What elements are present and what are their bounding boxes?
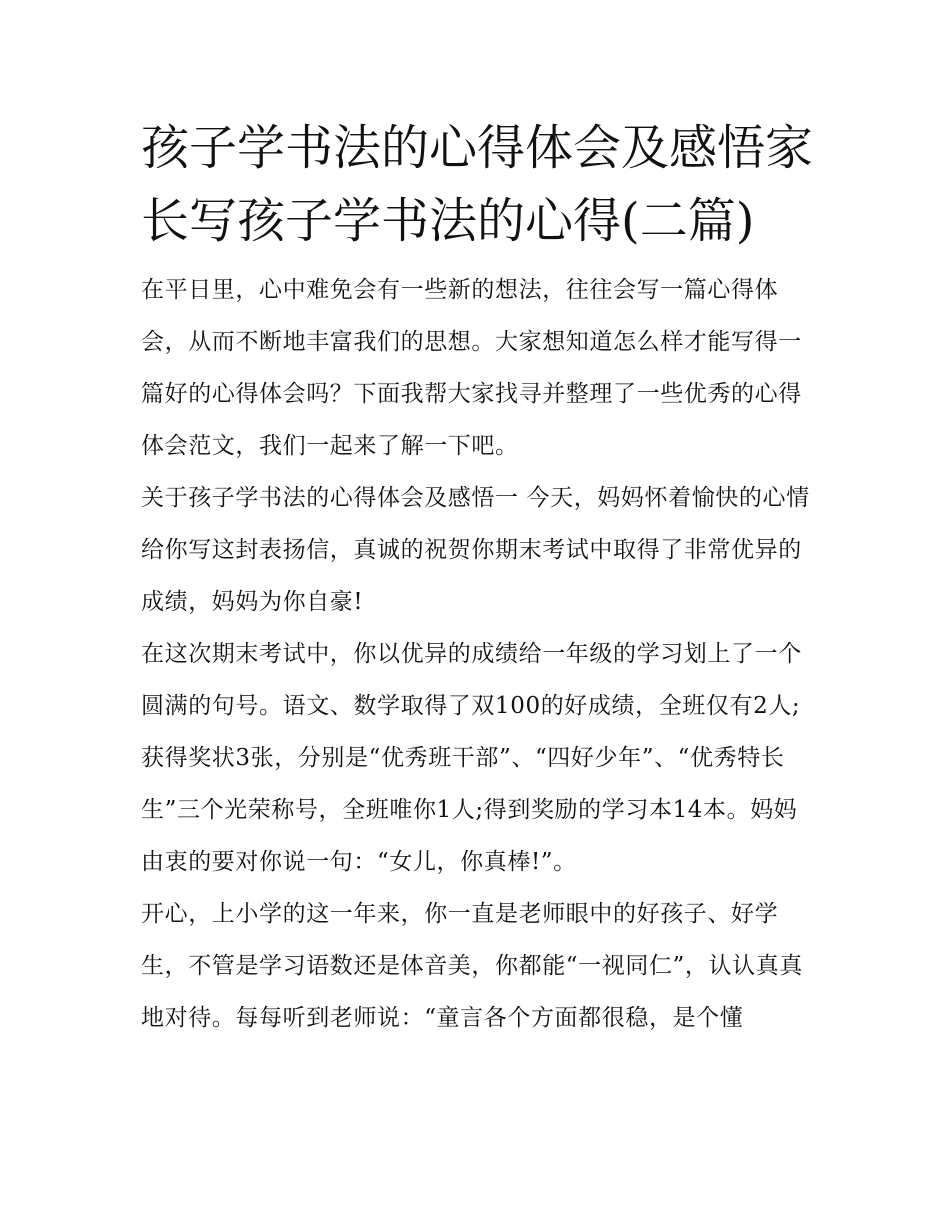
body-paragraph: 关于孩子学书法的心得体会及感悟一 今天，妈妈怀着愉快的心情给你写这封表扬信，真诚的祝贺你期末考试中取得了非常优异的成绩，妈妈为你自豪! — [141, 485, 810, 615]
body-paragraph: 开心，上小学的这一年来，你一直是老师眼中的好孩子、好学生，不管是学习语数还是体音美，你都能“一视同仁”，认认真真地对待。每每听到老师说：“童言各个方面都很稳，是个懂 — [141, 901, 803, 1031]
document-body — [141, 112, 817, 1044]
body-paragraph: 在这次期末考试中，你以优异的成绩给一年级的学习划上了一个圆满的句号。语文、数学取得了双100的好成绩，全班仅有2人;获得奖状3张，分别是“优秀班干部”、“四好少年”、“优秀特长生”三个光荣称号，全班唯你1人;得到奖励的学习本14本。妈妈由衷的要对你说一句：“女儿，你真棒!”。 — [141, 641, 802, 875]
intro-paragraph: 在平日里，心中难免会有一些新的想法，往往会写一篇心得体会，从而不断地丰富我们的思想。大家想知道怎么样才能写得一篇好的心得体会吗？下面我帮大家找寻并整理了一些优秀的心得体会范文，我们一起来了解一下吧。 — [141, 277, 802, 459]
document-title: 孩子学书法的心得体会及感悟家长写孩子学书法的心得(二篇) — [141, 120, 814, 249]
